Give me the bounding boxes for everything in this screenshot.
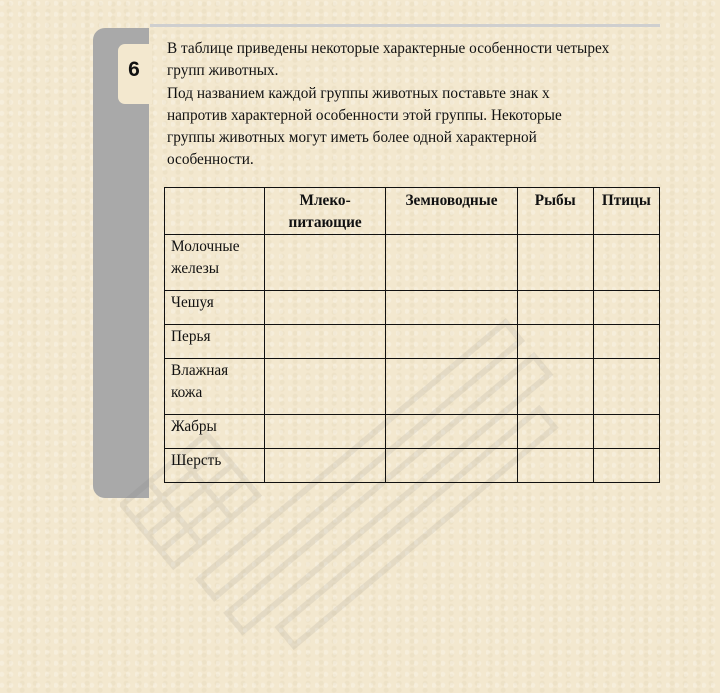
answer-cell[interactable] (517, 415, 593, 449)
instruction-line-1: Под названием каждой группы животных поставьте знак x (167, 84, 550, 102)
row-label-feathers: Перья (165, 325, 265, 359)
answer-cell[interactable] (593, 449, 659, 483)
answer-cell[interactable] (265, 359, 386, 415)
table-header-row (165, 188, 660, 235)
row-label-fur: Шерсть (165, 449, 265, 483)
row-label-line1: Молочные (171, 238, 240, 255)
table-row (165, 291, 660, 325)
header-mammals-line2: питающие (288, 214, 362, 231)
header-amphibians: Земноводные (386, 188, 518, 235)
answer-cell[interactable] (386, 359, 518, 415)
intro-line-1: В таблице приведены некоторые характерные особенности четырех (167, 40, 610, 57)
answer-cell[interactable] (517, 291, 593, 325)
answer-table (164, 187, 660, 483)
answer-cell[interactable] (265, 415, 386, 449)
answer-cell[interactable] (517, 449, 593, 483)
answer-cell[interactable] (593, 325, 659, 359)
header-fish: Рыбы (517, 188, 593, 235)
answer-cell[interactable] (593, 235, 659, 291)
table-row (165, 415, 660, 449)
answer-cell[interactable] (265, 449, 386, 483)
answer-cell[interactable] (593, 359, 659, 415)
header-mammals-line1: Млеко- (299, 192, 351, 209)
instruction-line-3: группы животных могут иметь более одной характерной (167, 129, 537, 147)
table-row (165, 449, 660, 483)
answer-cell[interactable] (265, 325, 386, 359)
instruction-line-4: особенности. (167, 151, 254, 169)
answer-cell[interactable] (386, 291, 518, 325)
instruction-line-2: напротив характерной особенности этой группы. Некоторые (167, 106, 562, 124)
answer-cell[interactable] (386, 415, 518, 449)
answer-cell[interactable] (386, 235, 518, 291)
task-text (167, 38, 667, 172)
table-row (165, 325, 660, 359)
row-label-scales: Чешуя (165, 291, 265, 325)
row-label-moist-skin (165, 359, 265, 415)
answer-cell[interactable] (593, 415, 659, 449)
intro-line-2: групп животных. (167, 62, 279, 80)
table-row (165, 235, 660, 291)
answer-cell[interactable] (386, 325, 518, 359)
top-rule (150, 24, 660, 27)
answer-cell[interactable] (265, 235, 386, 291)
header-mammals (265, 188, 386, 235)
task-number: 6 (128, 58, 140, 81)
header-empty-cell (165, 188, 265, 235)
row-label-line2: железы (171, 260, 220, 277)
row-label-line1: Влажная (171, 362, 229, 379)
answer-cell[interactable] (517, 325, 593, 359)
row-label-gills: Жабры (165, 415, 265, 449)
answer-cell[interactable] (386, 449, 518, 483)
answer-cell[interactable] (265, 291, 386, 325)
answer-cell[interactable] (517, 235, 593, 291)
answer-cell[interactable] (517, 359, 593, 415)
row-label-line2: кожа (171, 384, 203, 401)
row-label-milk-glands (165, 235, 265, 291)
header-birds: Птицы (593, 188, 659, 235)
table-row (165, 359, 660, 415)
answer-cell[interactable] (593, 291, 659, 325)
